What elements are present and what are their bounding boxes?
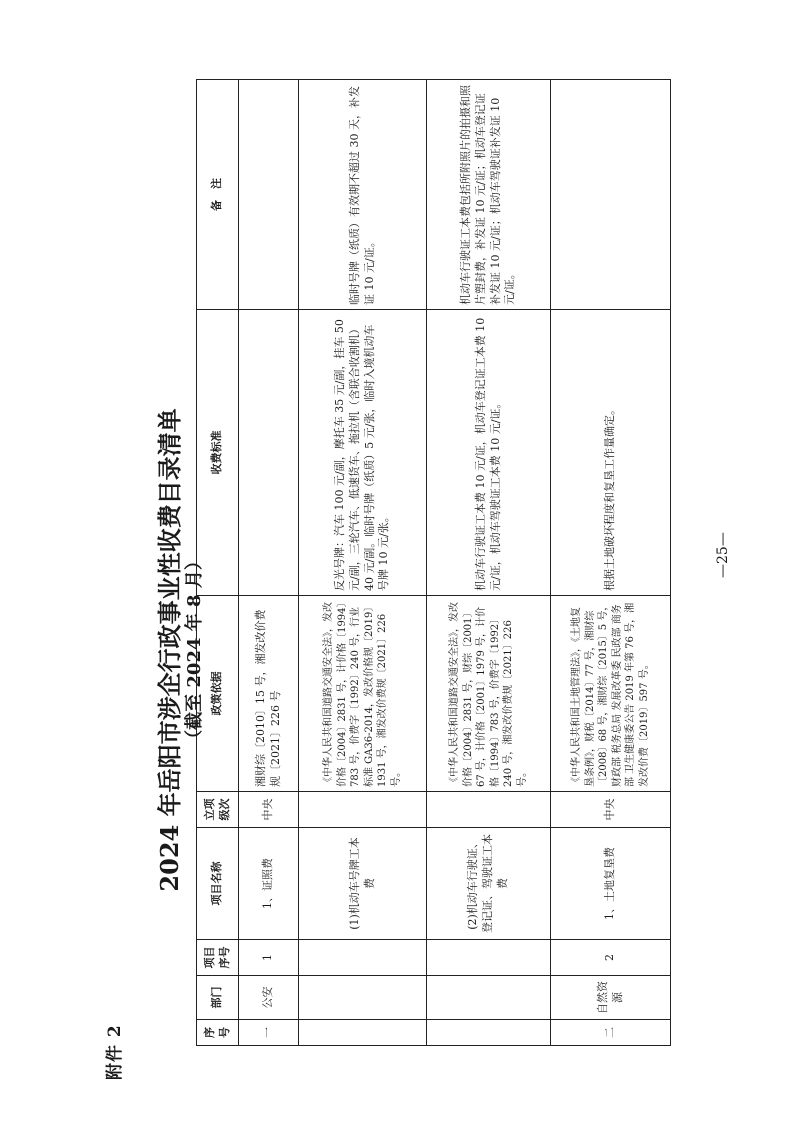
cell-seq bbox=[299, 1020, 427, 1046]
header-dept: 部门 bbox=[197, 976, 239, 1020]
header-seq: 序号 bbox=[197, 1020, 239, 1046]
cell-standard: 反光号牌：汽车 100 元/副，摩托车 35 元/副，挂车 50 元/副，三轮汽车、低速货车、拖拉机（含联合收割机）40 元/副。临时号牌（纸质）5 元/张，临时入境机动车号牌 10 元/张。 bbox=[299, 310, 427, 596]
header-item-name: 项目名称 bbox=[197, 828, 239, 940]
cell-seq: 二 bbox=[551, 1020, 671, 1046]
cell-basis: 《中华人民共和国土地管理法》，《土地复垦条例》，财税〔2014〕77 号，湘财综〔2008〕68 号，湘财综〔2015〕5 号，财政部 税务总局 发展改革委 民政部 商务部 卫生健康委公告 2019 年第 76 号，湘发改价费〔2019〕597 号。 bbox=[551, 596, 671, 792]
attachment-label: 附件 2 bbox=[105, 1024, 125, 1080]
page-number: —25— bbox=[715, 532, 731, 578]
cell-basis: 《中华人民共和国道路交通安全法》，发改价格〔2004〕2831 号，财综〔2001〕67 号，计价格〔2001〕1979 号，计价格〔1994〕783 号，价费字〔1992〕240 号，湘发改价费规〔2021〕226 号。 bbox=[427, 596, 551, 792]
fee-table-container bbox=[196, 80, 670, 1046]
cell-seq bbox=[427, 1020, 551, 1046]
page-subtitle: （截至 2024 年 8 月） bbox=[184, 552, 205, 748]
page-title: 2024 年岳阳市涉企行政事业性收费目录清单 bbox=[155, 408, 184, 892]
table-row bbox=[551, 80, 671, 1046]
cell-item-name: (1)机动车号牌工本费 bbox=[299, 828, 427, 940]
table-row bbox=[239, 80, 299, 1046]
cell-dept: 公安 bbox=[239, 976, 299, 1020]
cell-item-name: 1、土地复垦费 bbox=[551, 828, 671, 940]
header-standard: 收费标准 bbox=[197, 310, 239, 596]
cell-dept bbox=[299, 976, 427, 1020]
table-row bbox=[427, 80, 551, 1046]
cell-note bbox=[239, 80, 299, 310]
table-header-row bbox=[197, 80, 239, 1046]
cell-standard bbox=[239, 310, 299, 596]
cell-note bbox=[551, 80, 671, 310]
cell-item-no: 2 bbox=[551, 940, 671, 976]
cell-basis: 湘财综〔2010〕15 号，湘发改价费规〔2021〕226 号 bbox=[239, 596, 299, 792]
header-item-no: 项目序号 bbox=[197, 940, 239, 976]
cell-basis: 《中华人民共和国道路交通安全法》，发改价格〔2004〕2831 号，计价格〔1994〕783 号，价费字〔1992〕240 号，行业标准 GA36-2014，发改价格规〔2019〕1931 号，湘发改价费规〔2021〕226 号。 bbox=[299, 596, 427, 792]
header-basis: 政策依据 bbox=[197, 596, 239, 792]
cell-dept: 自然资源 bbox=[551, 976, 671, 1020]
cell-level bbox=[299, 792, 427, 828]
cell-standard: 机动车行驶证工本费 10 元/证，机动车登记证工本费 10 元/证，机动车驾驶证工本费 10 元/证。 bbox=[427, 310, 551, 596]
cell-item-no: 1 bbox=[239, 940, 299, 976]
cell-item-name: (2)机动车行驶证、登记证、驾驶证工本费 bbox=[427, 828, 551, 940]
cell-item-no bbox=[427, 940, 551, 976]
cell-item-no bbox=[299, 940, 427, 976]
cell-note: 机动车行驶证工本费包括所附照片的拍摄和照片塑封费，补发证 10 元/证；机动车登记证补发证 10 元/证；机动车驾驶证补发证 10 元/证。 bbox=[427, 80, 551, 310]
cell-item-name: 1、证照费 bbox=[239, 828, 299, 940]
header-level: 立项级次 bbox=[197, 792, 239, 828]
cell-seq: 一 bbox=[239, 1020, 299, 1046]
cell-note: 临时号牌（纸质）有效期不超过 30 天，补发证 10 元/证。 bbox=[299, 80, 427, 310]
cell-dept bbox=[427, 976, 551, 1020]
header-note: 备 注 bbox=[197, 80, 239, 310]
table-row bbox=[299, 80, 427, 1046]
cell-level bbox=[427, 792, 551, 828]
cell-standard: 根据土地破坏程度和复垦工作量确定。 bbox=[551, 310, 671, 596]
fee-table bbox=[196, 79, 671, 1046]
cell-level: 中央 bbox=[239, 792, 299, 828]
cell-level: 中央 bbox=[551, 792, 671, 828]
